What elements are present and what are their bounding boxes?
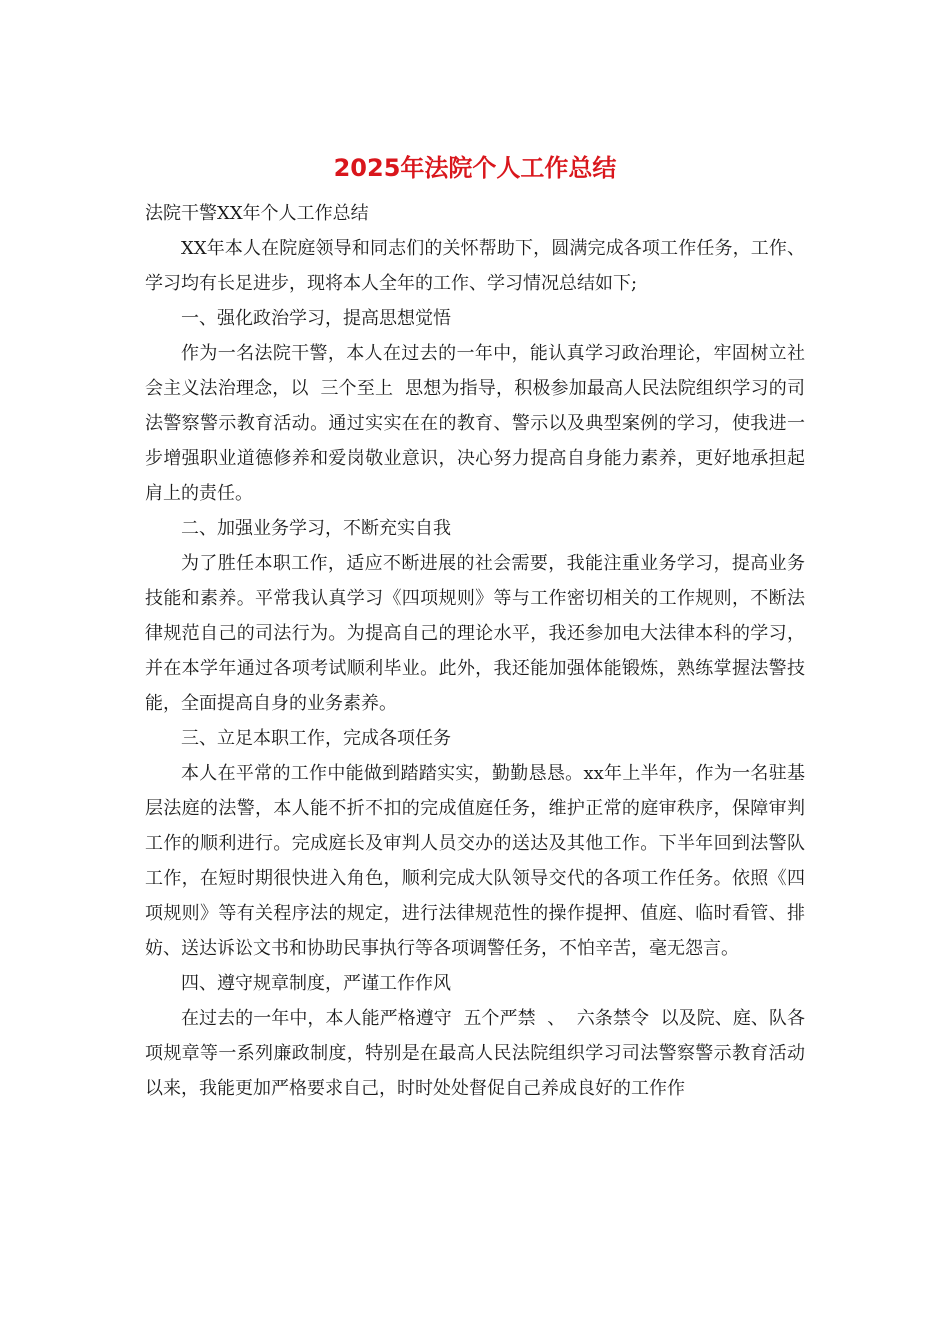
section-heading-4: 四、遵守规章制度，严谨工作作风 <box>181 973 451 994</box>
section-heading-2: 二、加强业务学习，不断充实自我 <box>181 518 451 539</box>
section-paragraph-4: 在过去的一年中，本人能严格遵守 五个严禁 、 六条禁令 以及院、庭、队各项规章等一系列廉政制度，特别是在最高人民法院组织学习司法警察警示教育活动以来，我能更加严格要求自己，时时处处督促自己养成良好的工作作 <box>145 1008 805 1099</box>
section-paragraph-3: 本人在平常的工作中能做到踏踏实实，勤勤恳恳。xx年上半年，作为一名驻基层法庭的法警，本人能不折不扣的完成值庭任务，维护正常的庭审秩序，保障审判工作的顺利进行。完成庭长及审判人员交办的送达及其他工作。下半年回到法警队工作，在短时期很快进入角色，顺利完成大队领导交代的各项工作任务。依照《四项规则》等有关程序法的规定，进行法律规范性的操作提押、值庭、临时看管、排妨、送达诉讼文书和协助民事执行等各项调警任务，不怕辛苦，毫无怨言。 <box>145 763 805 959</box>
document-subtitle: 法院干警XX年个人工作总结 <box>145 203 369 224</box>
section-heading-3: 三、立足本职工作，完成各项任务 <box>181 728 451 749</box>
document-title: 2025年法院个人工作总结 <box>333 154 617 182</box>
intro-paragraph: XX年本人在院庭领导和同志们的关怀帮助下，圆满完成各项工作任务，工作、学习均有长足进步，现将本人全年的工作、学习情况总结如下; <box>145 238 805 294</box>
section-paragraph-1: 作为一名法院干警，本人在过去的一年中，能认真学习政治理论，牢固树立社会主义法治理念，以 三个至上 思想为指导，积极参加最高人民法院组织学习的司法警察警示教育活动。通过实实在在的教育、警示以及典型案例的学习，使我进一步增强职业道德修养和爱岗敬业意识，决心努力提高自身能力素养，更好地承担起肩上的责任。 <box>145 343 805 504</box>
section-heading-1: 一、强化政治学习，提高思想觉悟 <box>181 308 451 329</box>
section-paragraph-2: 为了胜任本职工作，适应不断进展的社会需要，我能注重业务学习，提高业务技能和素养。平常我认真学习《四项规则》等与工作密切相关的工作规则，不断法律规范自己的司法行为。为提高自己的理论水平，我还参加电大法律本科的学习，并在本学年通过各项考试顺利毕业。此外，我还能加强体能锻炼，熟练掌握法警技能，全面提高自身的业务素养。 <box>145 553 805 714</box>
document-body <box>145 196 805 1106</box>
